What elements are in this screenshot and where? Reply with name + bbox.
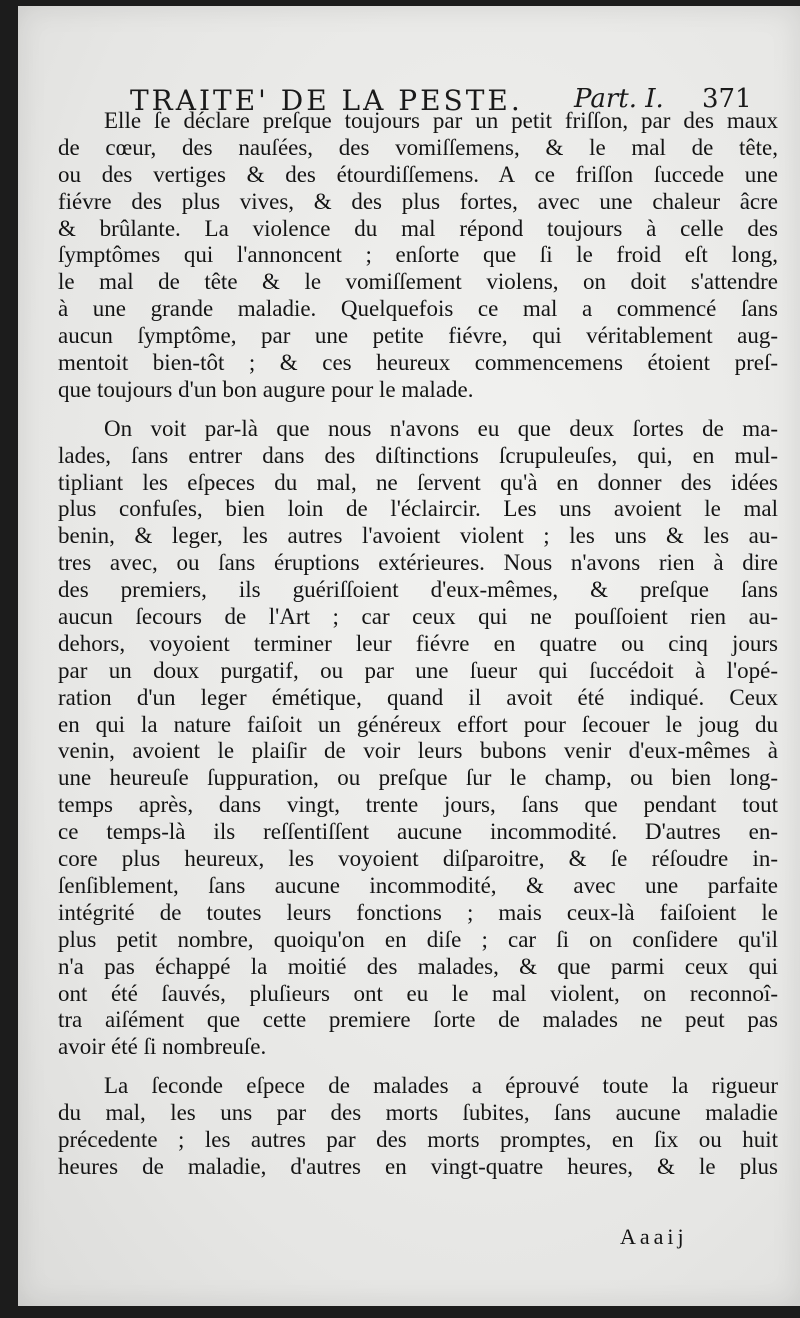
text-line: tres avec, ou ſans éruptions extérieures. Nous n'avons rien à dire — [58, 550, 778, 576]
text-line: précedente ; les autres par des morts promptes, en ſix ou huit — [58, 1126, 778, 1152]
text-line: une heureuſe ſuppuration, ou preſque ſur le champ, ou bien long- — [58, 765, 778, 791]
text-line: de cœur, des nauſées, des vomiſſemens, & le mal de tête, — [58, 134, 778, 160]
text-line: que toujours d'un bon augure pour le malade. — [58, 376, 474, 402]
text-line: La ſeconde eſpece de malades a éprouvé toute la rigueur — [104, 1073, 778, 1099]
text-line: ſymptômes qui l'annoncent ; enſorte que ſi le froid eſt long, — [58, 242, 778, 268]
text-line: intégrité de toutes leurs fonctions ; mais ceux-là faiſoient le — [58, 899, 778, 925]
text-line: aucun ſecours de l'Art ; car ceux qui ne pouſſoient rien au- — [58, 604, 778, 630]
text-line: ont été ſauvés, pluſieurs ont eu le mal violent, on reconnoî- — [58, 980, 778, 1006]
text-line: avoir été ſi nombreuſe. — [58, 1034, 267, 1060]
book-page — [18, 6, 800, 1306]
text-line: du mal, les uns par des morts ſubites, ſans aucune maladie — [58, 1100, 778, 1126]
text-line: n'a pas échappé la moitié des malades, & que parmi ceux qui — [58, 953, 778, 979]
text-line: plus petit nombre, quoiqu'on en diſe ; car ſi on conſidere qu'il — [58, 926, 778, 952]
text-line: à une grande maladie. Quelquefois ce mal a commencé ſans — [58, 296, 778, 322]
text-line: On voit par-là que nous n'avons eu que deux ſortes de ma- — [104, 415, 778, 441]
paragraph — [58, 108, 778, 404]
text-line: en qui la nature faiſoit un généreux effort pour ſecouer le joug du — [58, 711, 778, 737]
text-line: par un doux purgatif, ou par une ſueur qui ſuccédoit à l'opé- — [58, 657, 778, 683]
text-line: dehors, voyoient terminer leur fiévre en quatre ou cinq jours — [58, 630, 778, 656]
text-line: ou des vertiges & des étourdiſſemens. A ce friſſon ſuccede une — [58, 161, 778, 187]
signature-mark: Aaaij — [620, 1224, 688, 1249]
text-line: heures de maladie, d'autres en vingt-quatre heures, & le plus — [58, 1153, 778, 1179]
running-title: TRAITE' DE LA PESTE. — [130, 84, 523, 117]
part-label: Part. I. — [574, 84, 664, 114]
text-line: ration d'un leger émétique, quand il avoit été indiqué. Ceux — [58, 684, 778, 710]
text-line: benin, & leger, les autres l'avoient violent ; les uns & les au- — [58, 523, 778, 549]
text-line: Elle ſe déclare preſque toujours par un petit friſſon, par des maux — [104, 108, 778, 133]
text-line: plus confuſes, bien loin de l'éclaircir. Les uns avoient le mal — [58, 496, 778, 522]
text-line: lades, ſans entrer dans des diſtinctions ſcrupuleuſes, qui, en mul- — [58, 442, 778, 468]
paragraph — [58, 416, 778, 1061]
text-line: & brûlante. La violence du mal répond toujours à celle des — [58, 215, 778, 241]
page-number: 371 — [702, 84, 752, 114]
paragraph-gap — [58, 1061, 778, 1073]
text-line: venin, avoient le plaiſir de voir leurs bubons venir d'eux-mêmes à — [58, 738, 778, 764]
text-line: fiévre des plus vives, & des plus fortes, avec une chaleur âcre — [58, 188, 778, 214]
text-line: des premiers, ils guériſſoient d'eux-mêmes, & preſque ſans — [58, 577, 778, 603]
text-line: mentoit bien-tôt ; & ces heureux commencemens étoient preſ- — [58, 350, 778, 376]
text-line: ſenſiblement, ſans aucune incommodité, & avec une parfaite — [58, 872, 778, 898]
text-line: aucun ſymptôme, par une petite fiévre, qui véritablement aug- — [58, 323, 778, 349]
paragraph — [58, 1073, 778, 1181]
text-line: tipliant les eſpeces du mal, ne ſervent qu'à en donner des idées — [58, 469, 778, 495]
paragraph-gap — [58, 404, 778, 416]
text-line: temps après, dans vingt, trente jours, ſans que pendant tout — [58, 792, 778, 818]
text-line: ce temps-là ils reſſentiſſent aucune incommodité. D'autres en- — [58, 819, 778, 845]
text-line: tra aiſément que cette premiere ſorte de malades ne peut pas — [58, 1007, 778, 1033]
text-line: core plus heureux, les voyoient diſparoitre, & ſe réſoudre in- — [58, 846, 778, 872]
body-text — [58, 108, 778, 1181]
text-line: le mal de tête & le vomiſſement violens, on doit s'attendre — [58, 269, 778, 295]
